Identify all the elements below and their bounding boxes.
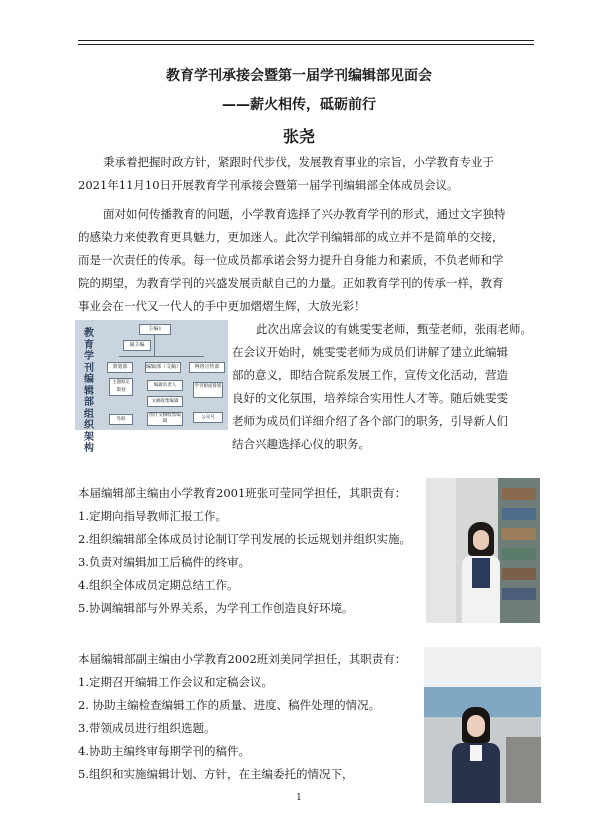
- org-chart-title: 教育学刊编辑部组织架构: [84, 328, 94, 454]
- chief-duty: 5.协调编辑部与外界关系，为学刊工作创造良好环境。: [78, 601, 354, 615]
- chief-intro: 本届编辑部主编由小学教育2001班张可莹同学担任，其职责有：: [78, 486, 407, 500]
- para1-line: 秉承着把握时政方针，紧跟时代步伐，发展教育事业的宗旨，小学教育专业于: [103, 155, 494, 169]
- org-item-box: 学刊板面排版: [193, 382, 223, 398]
- org-item-box: 文稿收集编辑: [147, 396, 183, 407]
- page-number: 1: [296, 793, 302, 803]
- chief-duty: 2.组织编辑部全体成员讨论制订学刊发展的长远规划并组织实施。: [78, 532, 411, 546]
- deputy-editor-photo: [424, 647, 541, 803]
- org-item-box: 公众号: [193, 412, 223, 423]
- org-item-box: 外联: [109, 414, 133, 425]
- org-chart-image: [75, 320, 228, 454]
- org-dept-box: 策划部: [107, 362, 133, 373]
- org-dept-box: 网络宣传部: [189, 362, 225, 373]
- para3-line: 在会议开始时，姚雯雯老师为成员们讲解了建立此编辑: [232, 345, 508, 359]
- page-title: 教育学刊承接会暨第一届学刊编辑部见面会: [166, 68, 432, 84]
- para3-line: 良好的文化氛围，培养综合实用性人才等。随后姚雯雯: [232, 391, 508, 405]
- page-subtitle: ——薪火相传，砥砺前行: [222, 97, 376, 113]
- org-top-box: 主编1: [139, 324, 171, 335]
- deputy-duty: 4.协助主编终审每期学刊的稿件。: [78, 744, 250, 758]
- deputy-duty: 3.带领成员进行组织选题。: [78, 721, 216, 735]
- para3-line: 结合兴趣选择心仪的职务。: [232, 437, 370, 451]
- deputy-duty: 5.组织和实施编辑计划、方针，在主编委托的情况下，: [78, 767, 354, 781]
- chief-duty: 4.组织全体成员定期总结工作。: [78, 578, 239, 592]
- top-rule: [78, 40, 534, 45]
- deputy-intro: 本届编辑部副主编由小学教育2002班刘美同学担任，其职责有：: [78, 652, 407, 666]
- chief-duty: 3.负责对编辑加工后稿件的终审。: [78, 555, 250, 569]
- deputy-duty: 2. 协助主编检查编辑工作的质量、进度、稿件处理的情况。: [78, 698, 381, 712]
- org-item-box: 图片文稿收集编辑: [147, 412, 183, 426]
- org-item-box: 主题拟定策划: [109, 378, 133, 396]
- para1-line: 2021年11月10日开展教育学刊承接会暨第一届学刊编辑部全体成员会议。: [78, 178, 459, 192]
- para2-line: 面对如何传播教育的问题，小学教育选择了兴办教育学刊的形式，通过文字独特: [103, 207, 506, 221]
- para2-line: 院的期望，为教育学刊的兴盛发展贡献自己的力量。正如教育学刊的传承一样，教育: [78, 276, 504, 290]
- author-name: 张尧: [282, 127, 315, 146]
- deputy-duty: 1.定期召开编辑工作会议和定稿会议。: [78, 675, 273, 689]
- para3-line: 部的意义，即结合院系发展工作，宣传文化活动，营造: [232, 368, 508, 382]
- para2-line: 事业会在一代又一代人的手中更加熠熠生辉，大放光彩！: [78, 299, 366, 313]
- para2-line: 而是一次责任的传承。每一位成员都承诺会努力提升自身能力和素质，不负老师和学: [78, 253, 504, 267]
- para3-line: 老师为成员们详细介绍了各个部门的职务，引导新人们: [232, 414, 508, 428]
- org-dept-box: 编辑部（文稿）: [145, 362, 181, 373]
- para3-line: 此次出席会议的有姚雯雯老师，甄莹老师，张雨老师。: [256, 322, 532, 336]
- chief-duty: 1.定期向指导教师汇报工作。: [78, 509, 227, 523]
- para2-line: 的感染力来使教育更具魅力，更加迷人。此次学刊编辑部的成立并不是简单的交接，: [78, 230, 504, 244]
- org-deputy-box: 副主编: [123, 340, 151, 351]
- org-item-box: 编辑负责人: [147, 380, 183, 391]
- chief-editor-photo: [426, 478, 540, 623]
